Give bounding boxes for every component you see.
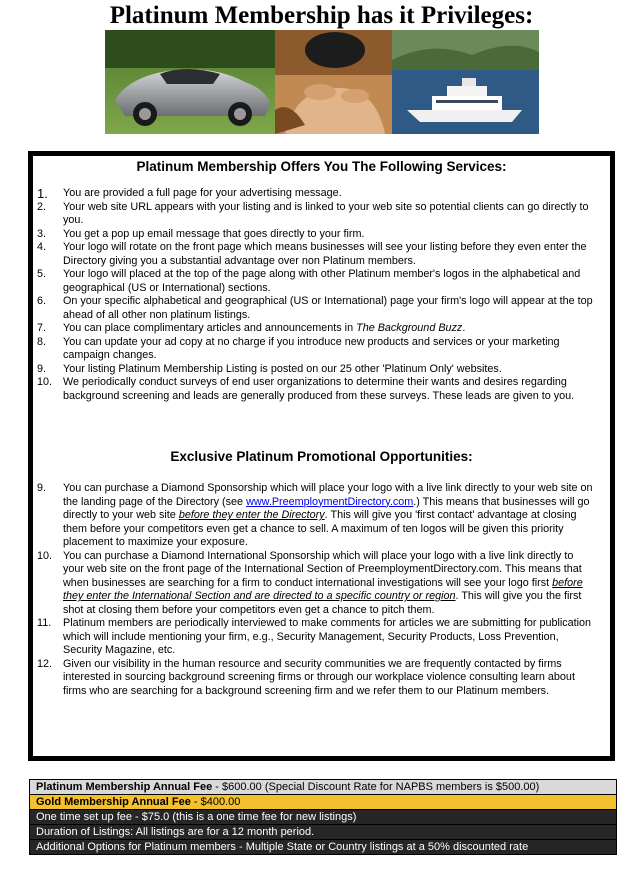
list-item [37,482,595,550]
item-number: 9. [37,482,47,494]
promotions-list [37,482,595,698]
newsletter-name: The Background Buzz [356,322,463,334]
item-text: On your specific alphabetical and geographical (US or International) page your firm's logo will appear at the top ahead of all other non platinum listings. [63,295,593,321]
list-item [37,187,595,201]
directory-link[interactable]: www.PreemploymentDirectory.com [246,495,414,508]
list-item [37,617,595,658]
item-number: 6. [37,295,47,307]
list-item [37,658,595,699]
list-item [37,241,595,268]
item-text: Your web site URL appears with your listing and is linked to your web site so potential clients can go directly to you. [63,200,589,226]
item-text: You are provided a full page for your advertising message. [63,187,342,199]
item-number: 11. [37,617,52,629]
item-text: Given our visibility in the human resource and security communities we are frequently contacted by firms interested in sourcing background screening firms or through our workplace violence consulting learn about firms who are searching for a background screening firm and we refer them to our Platinum members. [63,657,575,697]
item-number: 3. [37,227,47,240]
duration-row: Duration of Listings: All listings are for a 12 month period. [30,825,616,840]
item-number: 5. [37,268,47,280]
item-text: You get a pop up email message that goes directly to your firm. [63,227,365,240]
item-text: Your listing Platinum Membership Listing is posted on our 25 other 'Platinum Only' websites. [63,362,502,375]
item-number: 10. [37,376,53,388]
list-item [37,201,595,228]
list-item [37,228,595,242]
item-number: 2. [37,200,47,213]
item-text: You can purchase a Diamond Sponsorship which will place your logo with a live link directly to your web site on the landing page of the Directory (see www.PreemploymentDirectory.com.) This means that businesses will go directly to your web site before they enter the Directory. This will give you 'first contact' advantage at closing them before your competitors even get a chance to sell. A maximum of ten logos will be given this priority placement to maximize your exposure. [63,482,593,548]
item-text: Your logo will placed at the top of the page along with other Platinum member's logos in the alphabetical and geographical (US or International) sections. [63,268,581,294]
list-item [37,363,595,377]
item-number: 7. [37,322,47,334]
item-number: 12. [37,657,53,670]
setup-fee-row: One time set up fee - $75.0 (this is a one time fee for new listings) [30,810,616,825]
item-text: You can purchase a Diamond International Sponsorship which will place your logo with a live link directly to your web site on the front page of the International Section of PreemploymentDirectory.com. This means that when businesses are searching for a firm to conduct international investigations will see your logo first before they enter the International Section and are directed to a specific country or region. This will give you the first shot at closing them before your competitors even get a chance to pitch them. [63,549,583,616]
services-title: Platinum Membership Offers You The Following Services: [136,159,507,174]
options-row: Additional Options for Platinum members - Multiple State or Country listings at a 50% discounted rate [30,840,616,854]
item-text: You can update your ad copy at no charge if you introduce new products and services or your marketing campaign changes. [63,335,560,361]
yacht-photo [392,30,539,134]
promotions-title: Exclusive Platinum Promotional Opportunities: [170,449,473,464]
list-item [37,550,595,618]
item-text: Platinum members are periodically interviewed to make comments for articles we are submitting for publication which will include mentioning your firm, e.g., Security Management, Security Products, Loss Prevention, Security Magazine, etc. [63,617,592,656]
car-photo [105,30,275,134]
list-item [37,268,595,295]
list-item [37,322,595,336]
list-item [37,376,595,403]
fees-table [29,779,617,855]
photo-strip [105,30,539,134]
item-number: 10. [37,549,53,562]
item-text: We periodically conduct surveys of end user organizations to determine their wants and desires regarding background screening and leads are generally produced from these surveys. These leads are given to you. [63,376,575,402]
platinum-fee-row: Platinum Membership Annual Fee - $600.00 (Special Discount Rate for NAPBS members is $500.00) [30,780,616,795]
item-number: 4. [37,241,47,253]
page-title: Platinum Membership has it Privileges: [109,2,534,29]
item-number: 1. [37,186,48,201]
services-list [37,187,595,403]
item-text: You can place complimentary articles and announcements in The Background Buzz. [63,322,466,334]
item-number: 8. [37,335,47,348]
services-box [28,151,615,761]
list-item [37,295,595,322]
item-text: Your logo will rotate on the front page which means businesses will see your listing before they even enter the Directory giving you a substantial advantage over non Platinum members. [63,241,587,267]
list-item [37,336,595,363]
gold-fee-row: Gold Membership Annual Fee - $400.00 [30,795,616,810]
massage-photo [275,30,392,134]
item-number: 9. [37,362,47,375]
